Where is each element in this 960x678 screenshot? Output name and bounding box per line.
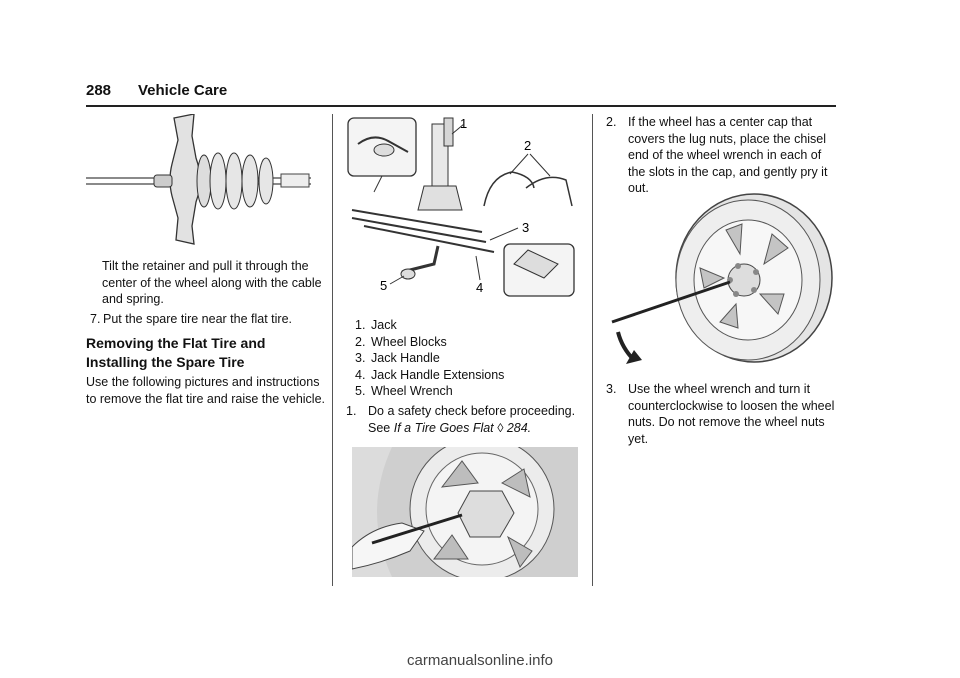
callout-3: 3 [522,220,530,235]
wheel-nut-loosening-figure [608,190,836,366]
header-rule [86,105,836,107]
step-1-text: Do a safety check before proceeding. See [368,404,576,435]
watermark: carmanualsonline.info [407,652,553,669]
legend-item: 4. Jack Handle Extensions [355,367,505,382]
step-2-number: 2. [606,115,617,129]
step-2 [606,114,840,197]
step-1-number: 1. [346,404,357,418]
wrench-on-wheel-figure [352,447,578,577]
page-header [86,80,836,108]
callout-4: 4 [476,280,484,295]
jack-tools-figure [344,114,579,304]
tool-legend [355,317,575,400]
column-divider-right [592,114,593,586]
callout-2: 2 [524,138,532,153]
legend-item: 5. Wheel Wrench [355,384,453,398]
page-number: 288 [86,82,112,99]
callout-5: 5 [380,278,388,293]
section-intro: Use the following pictures and instructions to remove the flat tire and raise the vehicle. [86,375,326,406]
step-1 [346,403,582,436]
column-divider-left [332,114,333,586]
section-heading: Removing the Flat Tire and Installing the Spare Tire [86,335,266,370]
spare-tire-retainer-figure [86,114,316,249]
retainer-instruction: Tilt the retainer and pull it through the center of the wheel along with the cable and spring. [102,259,322,306]
step-3-text: Use the wheel wrench and turn it counterclockwise to loosen the wheel nuts. Do not remove the wheel nuts yet. [628,382,835,446]
callout-1: 1 [460,116,468,131]
legend-item: 2. Wheel Blocks [355,334,447,349]
section-title: Vehicle Care [138,82,228,99]
legend-item: 3. Jack Handle [355,351,440,365]
xref-icon: ◊ [497,420,504,435]
step-7-number: 7. [90,312,101,326]
xref-link[interactable]: If a Tire Goes Flat ◊ 284. [393,420,532,435]
step-3 [606,381,840,447]
step-2-text: If the wheel has a center cap that covers the lug nuts, place the chisel end of the wheel wrench in each of the slots in the cap, and gently pry it out. [628,115,828,195]
step-3-number: 3. [606,382,617,396]
legend-item: 1. Jack [355,318,397,332]
step-7-text: Put the spare tire near the flat tire. [103,312,292,326]
step-7 [90,311,324,328]
